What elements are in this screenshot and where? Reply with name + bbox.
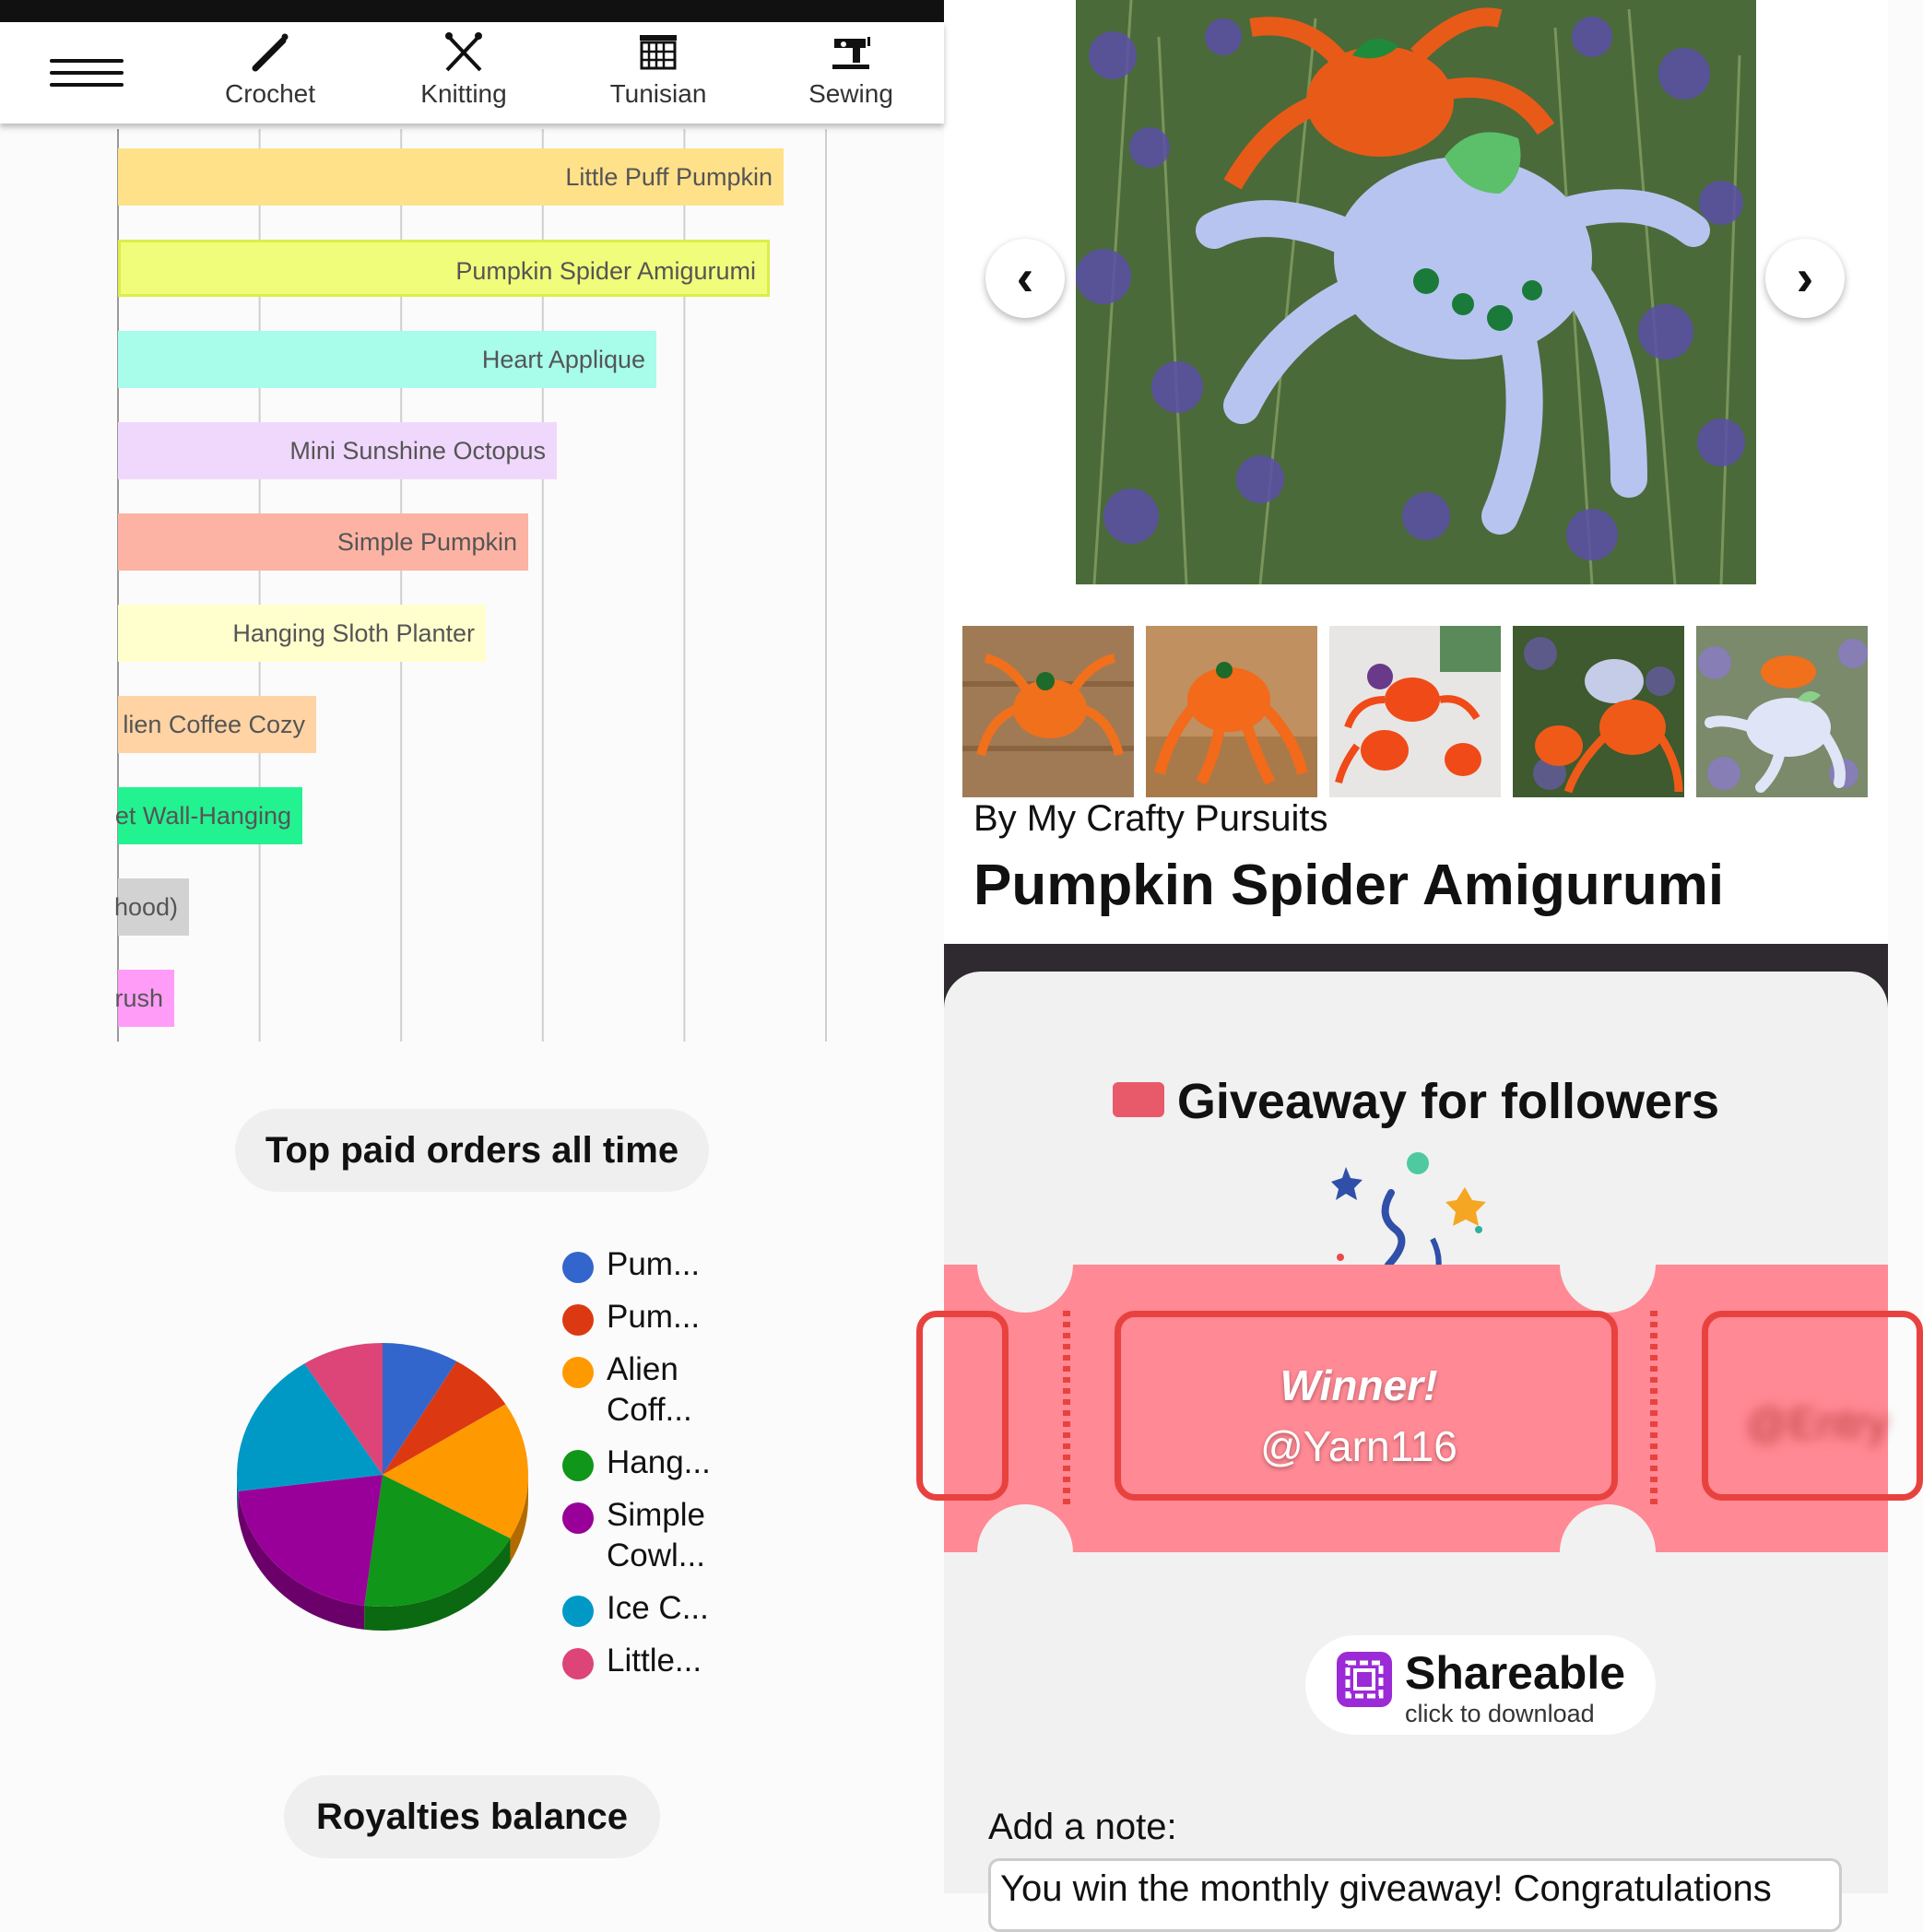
legend-label: Pum... <box>607 1299 701 1335</box>
winner-handle: @Yarn116 <box>1260 1422 1457 1470</box>
bar-label: Pumpkin Spider Amigurumi <box>455 257 756 285</box>
tab-knitting-label: Knitting <box>420 79 507 108</box>
bar[interactable] <box>113 878 189 936</box>
product-title: Pumpkin Spider Amigurumi <box>973 854 1725 917</box>
legend-item[interactable] <box>562 1349 784 1431</box>
legend-label: Simple <box>607 1497 705 1533</box>
legend-swatch <box>562 1450 594 1481</box>
winner-ticket-strip <box>944 1265 1888 1552</box>
winner-label: Winner! <box>1280 1361 1438 1409</box>
legend-label: Little... <box>607 1643 702 1679</box>
next-entry-blurred: @Entry <box>1746 1399 1889 1447</box>
royalties-balance-heading[interactable]: Royalties balance <box>284 1775 660 1858</box>
pie-slice[interactable] <box>238 1475 383 1606</box>
bar[interactable] <box>118 240 770 297</box>
bar-label: Hanging Sloth Planter <box>232 619 475 647</box>
legend-swatch <box>562 1357 594 1388</box>
bar[interactable] <box>118 331 656 388</box>
thumbnail-5[interactable] <box>1696 626 1868 797</box>
bar-label: Mini Sunshine Octopus <box>289 437 546 465</box>
bar-label: hood) <box>113 893 178 921</box>
shareable-download-button[interactable] <box>1305 1635 1656 1735</box>
bar-label: Little Puff Pumpkin <box>565 163 773 191</box>
product-panel <box>944 0 1888 944</box>
bar[interactable] <box>114 787 302 844</box>
legend-item[interactable] <box>562 1495 784 1576</box>
giveaway-title-text: Giveaway for followers <box>1176 1074 1720 1129</box>
legend-swatch <box>562 1304 594 1336</box>
tab-sewing-label: Sewing <box>808 79 893 108</box>
bar[interactable] <box>114 970 174 1027</box>
thumbnail-1[interactable] <box>962 626 1134 797</box>
legend-label: Hang... <box>607 1444 711 1480</box>
shareable-title: Shareable <box>1405 1647 1626 1699</box>
legend-label: Ice C... <box>607 1590 709 1626</box>
tab-tunisian[interactable] <box>584 29 732 109</box>
carousel-next-button[interactable]: › <box>1765 239 1845 318</box>
legend-label: Pum... <box>607 1246 701 1282</box>
left-panel <box>0 0 944 1888</box>
legend-item[interactable] <box>562 1641 784 1681</box>
legend-item[interactable] <box>562 1297 784 1337</box>
note-input[interactable]: You win the monthly giveaway! Congratulations <box>988 1858 1842 1932</box>
tab-sewing[interactable] <box>777 29 925 109</box>
giveaway-title <box>944 1073 1888 1130</box>
tab-knitting[interactable] <box>390 29 537 109</box>
crochet-hook-icon <box>196 29 344 79</box>
note-label: Add a note: <box>988 1807 1177 1847</box>
product-hero-image <box>1076 0 1756 584</box>
sewing-machine-icon <box>777 29 925 79</box>
knitting-needles-icon <box>390 29 537 79</box>
legend-item[interactable] <box>562 1588 784 1629</box>
bar[interactable] <box>118 696 316 753</box>
shareable-logo-icon <box>1337 1652 1392 1707</box>
tab-crochet[interactable] <box>196 29 344 109</box>
bar-label: lien Coffee Cozy <box>123 711 305 738</box>
legend-swatch <box>562 1502 594 1534</box>
pie-legend <box>562 1244 784 1693</box>
horizontal-bar-chart <box>0 129 944 1046</box>
bar[interactable] <box>118 148 784 206</box>
bar-label: Simple Pumpkin <box>336 528 517 556</box>
legend-swatch <box>562 1252 594 1283</box>
tunisian-grid-icon <box>584 29 732 79</box>
legend-item[interactable] <box>562 1244 784 1285</box>
carousel-prev-button[interactable]: ‹ <box>985 239 1065 318</box>
product-byline[interactable]: By My Crafty Pursuits <box>973 798 1328 839</box>
legend-label-continued: Coff... <box>607 1392 692 1428</box>
bar-label: Heart Applique <box>481 346 645 373</box>
admit-one-ticket-icon <box>1113 1082 1164 1117</box>
bar[interactable] <box>118 605 486 662</box>
bar-label: rush <box>114 984 163 1012</box>
thumbnail-2[interactable] <box>1146 626 1317 797</box>
giveaway-sheet <box>944 972 1889 1909</box>
shareable-subtitle: click to download <box>1405 1700 1595 1727</box>
legend-item[interactable] <box>562 1443 784 1483</box>
legend-label: Alien <box>607 1351 678 1387</box>
top-orders-heading: Top paid orders all time <box>235 1109 709 1192</box>
legend-swatch <box>562 1596 594 1627</box>
tab-crochet-label: Crochet <box>224 79 316 108</box>
legend-label-continued: Cowl... <box>607 1537 705 1573</box>
legend-swatch <box>562 1648 594 1679</box>
craft-nav-bar <box>0 22 944 124</box>
hamburger-menu-icon[interactable] <box>50 59 124 90</box>
status-bar <box>0 0 944 22</box>
giveaway-panel <box>944 944 1889 1909</box>
bar[interactable] <box>118 422 557 479</box>
thumbnail-3[interactable] <box>1329 626 1501 797</box>
tab-tunisian-label: Tunisian <box>609 79 707 108</box>
bar-label: et Wall-Hanging <box>114 802 291 830</box>
top-orders-pie-chart <box>235 1346 539 1622</box>
bar[interactable] <box>118 513 528 571</box>
thumbnail-4[interactable] <box>1513 626 1684 797</box>
